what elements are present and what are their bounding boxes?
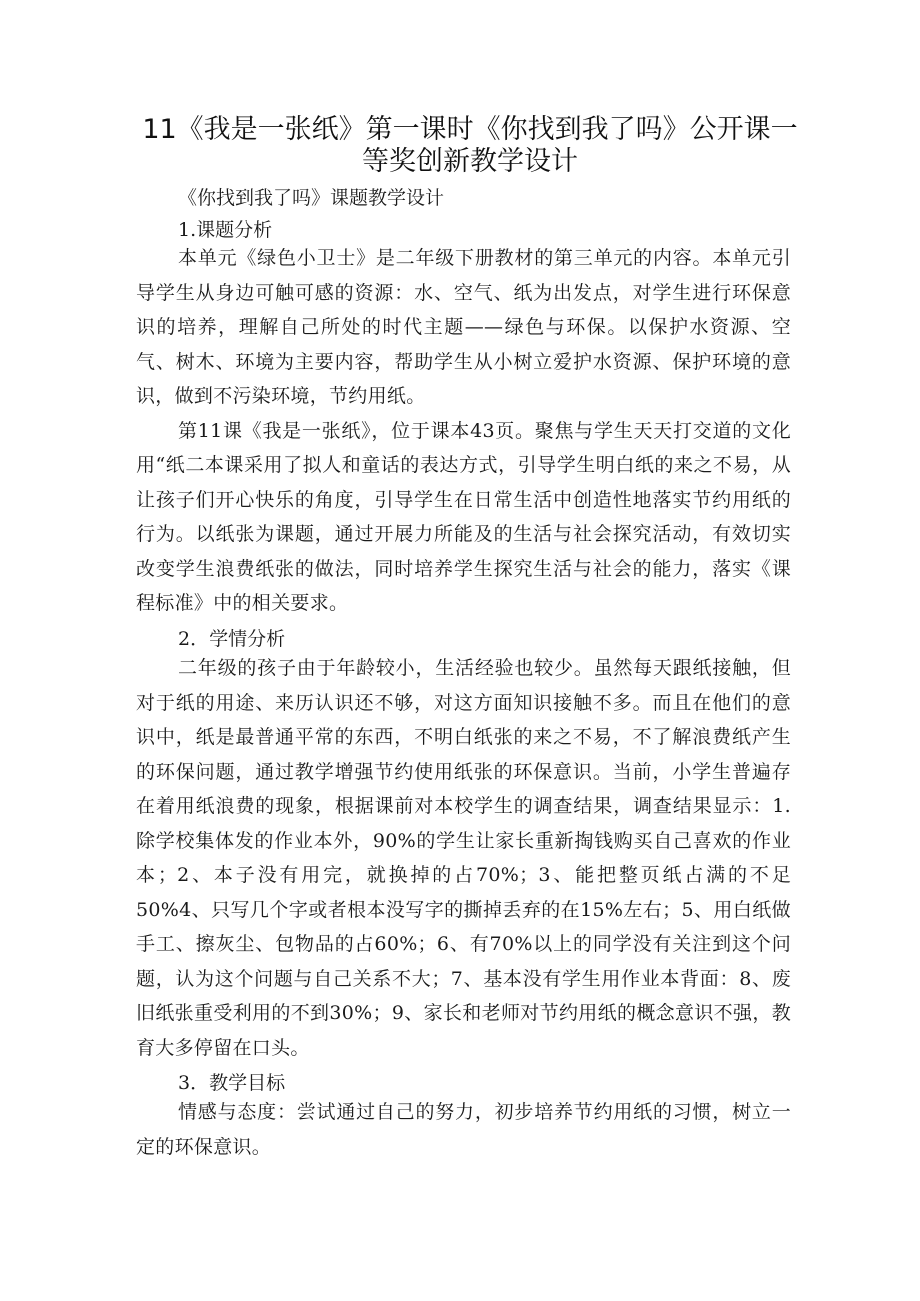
section-2-heading: 2．学情分析	[178, 628, 286, 650]
section-3-body	[136, 1095, 791, 1164]
document-title	[140, 114, 800, 178]
section-1-heading: 1.课题分析	[178, 219, 273, 241]
document-subtitle: 《你找到我了吗》课题教学设计	[178, 187, 445, 209]
section-1-body	[136, 241, 791, 621]
section-2-body	[136, 651, 791, 1065]
section-1-paragraph-1: 本单元《绿色小卫士》是二年级下册教材的第三单元的内容。本单元引导学生从身边可触可感的资源：水、空气、纸为出发点，对学生进行环保意识的培养，理解自己所处的时代主题——绿色与环保。以保护水资源、空气、树木、环境为主要内容，帮助学生从小树立爱护水资源、保护环境的意识，做到不污染环境，节约用纸。	[136, 247, 791, 407]
section-3-paragraph-1: 情感与态度：尝试通过自己的努力，初步培养节约用纸的习惯，树立一定的环保意识。	[136, 1101, 791, 1158]
section-3-heading: 3．教学目标	[178, 1072, 286, 1094]
section-2-paragraph-1: 二年级的孩子由于年龄较小，生活经验也较少。虽然每天跟纸接触，但对于纸的用途、来历认识还不够，对这方面知识接触不多。而且在他们的意识中，纸是最普通平常的东西，不明白纸张的来之不易，不了解浪费纸产生的环保问题，通过教学增强节约使用纸张的环保意识。当前，小学生普遍存在着用纸浪费的现象，根据课前对本校学生的调查结果，调查结果显示：1.除学校集体发的作业本外，90%的学生让家长重新掏钱购买自己喜欢的作业本；2、本子没有用完，就换掉的占70%；3、能把整页纸占满的不足50%4、只写几个字或者根本没写字的撕掉丢弃的在15%左右；5、用白纸做手工、擦灰尘、包物品的占60%；6、有70%以上的同学没有关注到这个问题，认为这个问题与自己关系不大；7、基本没有学生用作业本背面：8、废旧纸张重受利用的不到30%；9、家长和老师对节约用纸的概念意识不强，教育大多停留在口头。	[136, 657, 791, 1059]
title-line-2: 等奖创新教学设计	[362, 146, 578, 177]
section-1-paragraph-2: 第11课《我是一张纸》，位于课本43页。聚焦与学生天天打交道的文化用“纸二本课采用了拟人和童话的表达方式，引导学生明白纸的来之不易，从让孩子们开心快乐的角度，引导学生在日常生活中创造性地落实节约用纸的行为。以纸张为课题，通过开展力所能及的生活与社会探究活动，有效切实改变学生浪费纸张的做法，同时培养学生探究生活与社会的能力，落实《课程标准》中的相关要求。	[136, 419, 791, 614]
title-line-1: 11《我是一张纸》第一课时《你找到我了吗》公开课一	[142, 114, 798, 145]
